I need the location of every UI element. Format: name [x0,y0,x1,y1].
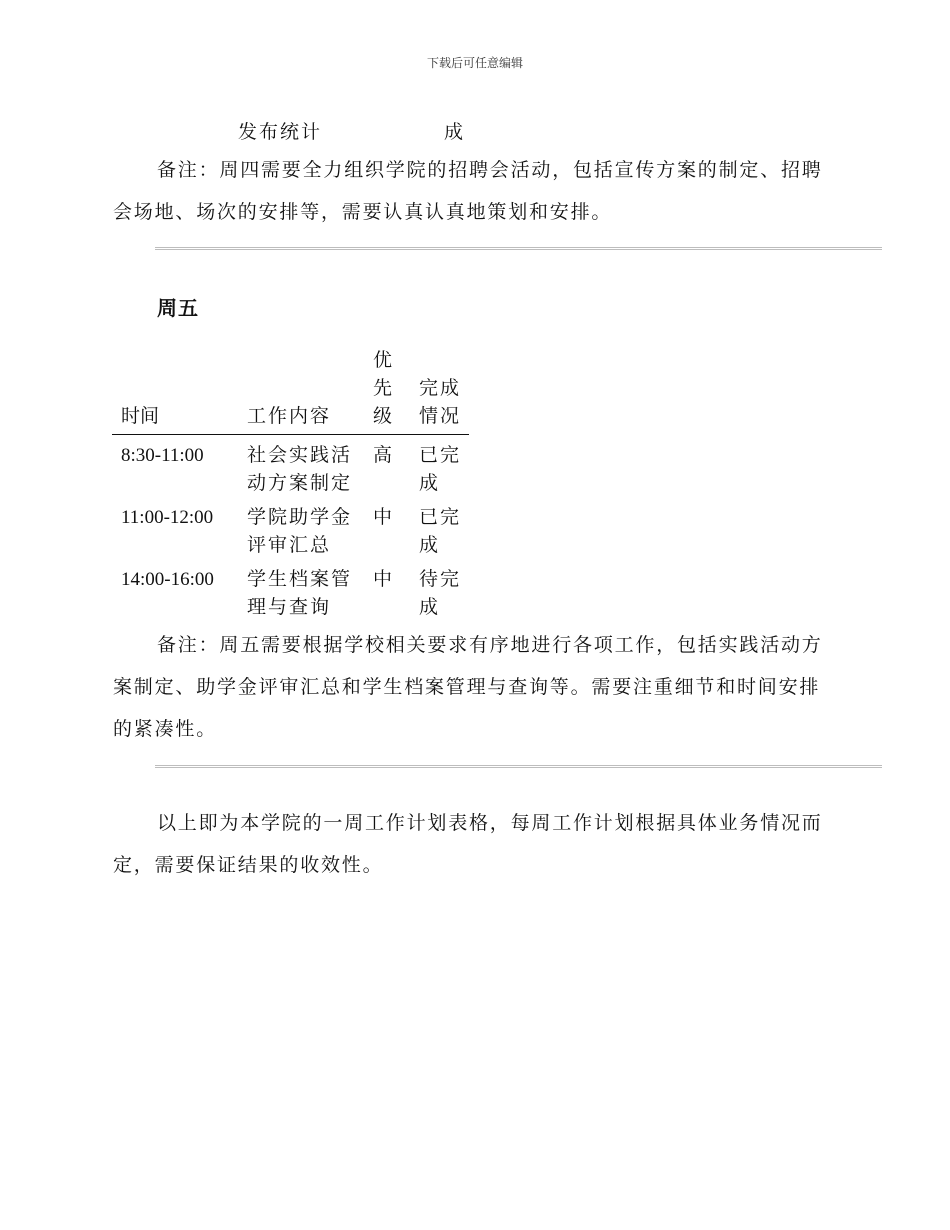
cell-priority: 高 [373,444,395,466]
cell-time: 8:30-11:00 [121,445,204,466]
column-header-status: 完成情况 [419,346,469,435]
table-row [112,559,469,621]
cell-task: 社会实践活动方案制定 [247,444,353,494]
carryover-task: 发布统计 [238,121,323,143]
cell-status: 待完成 [419,568,462,618]
cell-priority: 中 [373,506,395,528]
section-divider [155,765,882,768]
table-row [112,435,469,498]
column-header-priority: 优先级 [373,346,419,435]
cell-task: 学院助学金评审汇总 [247,506,353,556]
cell-time: 14:00-16:00 [121,569,214,590]
table-header-row [112,346,469,435]
friday-schedule-table [112,346,469,621]
cell-status: 已完成 [419,506,462,556]
conclusion-paragraph: 以上即为本学院的一周工作计划表格，每周工作计划根据具体业务情况而定，需要保证结果的收效性。 [113,812,823,876]
column-header-task: 工作内容 [247,346,373,435]
thursday-note: 备注：周四需要全力组织学院的招聘会活动，包括宣传方案的制定、招聘会场地、场次的安排等，需要认真认真地策划和安排。 [113,159,823,223]
carryover-status: 成 [444,121,466,143]
friday-note: 备注：周五需要根据学校相关要求有序地进行各项工作，包括实践活动方案制定、助学金评审汇总和学生档案管理与查询等。需要注重细节和时间安排的紧凑性。 [113,634,823,740]
cell-status: 已完成 [419,444,462,494]
carryover-table-row [238,117,466,144]
cell-task: 学生档案管理与查询 [247,568,353,618]
section-divider [155,247,882,250]
page-header: 下载后可任意编辑 [426,56,523,70]
cell-time: 11:00-12:00 [121,507,214,528]
table-row [112,497,469,559]
friday-heading: 周五 [157,296,199,320]
column-header-time: 时间 [112,346,247,435]
cell-priority: 中 [373,568,395,590]
